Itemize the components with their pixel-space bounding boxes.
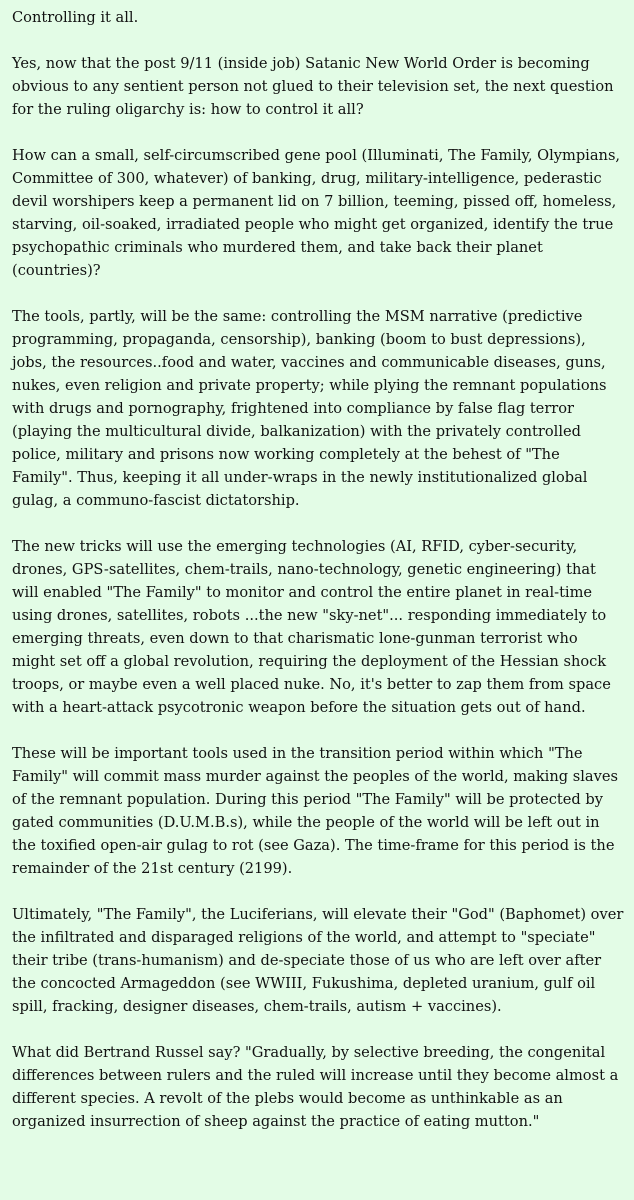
paragraph-5: These will be important tools used in the transition period within which "The Family" will commit mass murder against the peoples of the world, making slaves of the remnant population. During this period "The Family" will be protected by gated communities (D.U.M.B.s), while the people of the world will be left out in the toxified open-air gulag to rot (see Gaza). The time-frame for this period is the remainder of the 21st century (2199).: [12, 745, 618, 877]
paragraph-4: The new tricks will use the emerging technologies (AI, RFID, cyber-security, drones, GPS-satellites, chem-trails, nano-technology, genetic engineering) that will enabled "The Family" to monitor and control the entire planet in real-time using drones, satellites, robots ...the new "sky-net"... responding immediately to emerging threats, even down to that charismatic lone-gunman terrorist who might set off a global revolution, requiring the deployment of the Hessian shock troops, or maybe even a well placed nuke. No, it's better to zap them from space with a heart-attack psycotronic weapon before the situation gets out of hand.: [12, 538, 611, 716]
paragraph-7: What did Bertrand Russel say? "Gradually, by selective breeding, the congenital differences between rulers and the ruled will increase until they become almost a different species. A revolt of the plebs would become as unthinkable as an organized insurrection of sheep against the practice of eating mutton.": [12, 1044, 619, 1130]
paragraph-2: How can a small, self-circumscribed gene pool (Illuminati, The Family, Olympians, Committee of 300, whatever) of banking, drug, military-intelligence, pederastic devil worshipers keep a permanent lid on 7 billion, teeming, pissed off, homeless, starving, oil-soaked, irradiated people who might get organized, identify the true psychopathic criminals who murdered them, and take back their planet (countries)?: [12, 147, 621, 279]
paragraph-1: Yes, now that the post 9/11 (inside job) Satanic New World Order is becoming obvious to any sentient person not glued to their television set, the next question for the ruling oligarchy is: how to control it all?: [12, 55, 614, 118]
paragraph-3: The tools, partly, will be the same: controlling the MSM narrative (predictive programming, propaganda, censorship), banking (boom to bust depressions), jobs, the resources..food and water, vaccines and communicable diseases, guns, nukes, even religion and private property; while plying the remnant populations with drugs and pornography, frightened into compliance by false flag terror (playing the multicultural divide, balkanization) with the privately controlled police, military and prisons now working completely at the behest of "The Family". Thus, keeping it all under-wraps in the newly institutionalized global gulag, a communo-fascist dictatorship.: [12, 308, 607, 509]
document-title: Controlling it all.: [12, 9, 139, 26]
paragraph-6: Ultimately, "The Family", the Luciferians, will elevate their "God" (Baphomet) over the infiltrated and disparaged religions of the world, and attempt to "speciate" their tribe (trans-humanism) and de-speciate those of us who are left over after the concocted Armageddon (see WWIII, Fukushima, depleted uranium, gulf oil spill, fracking, designer diseases, chem-trails, autism + vaccines).: [12, 906, 624, 1015]
